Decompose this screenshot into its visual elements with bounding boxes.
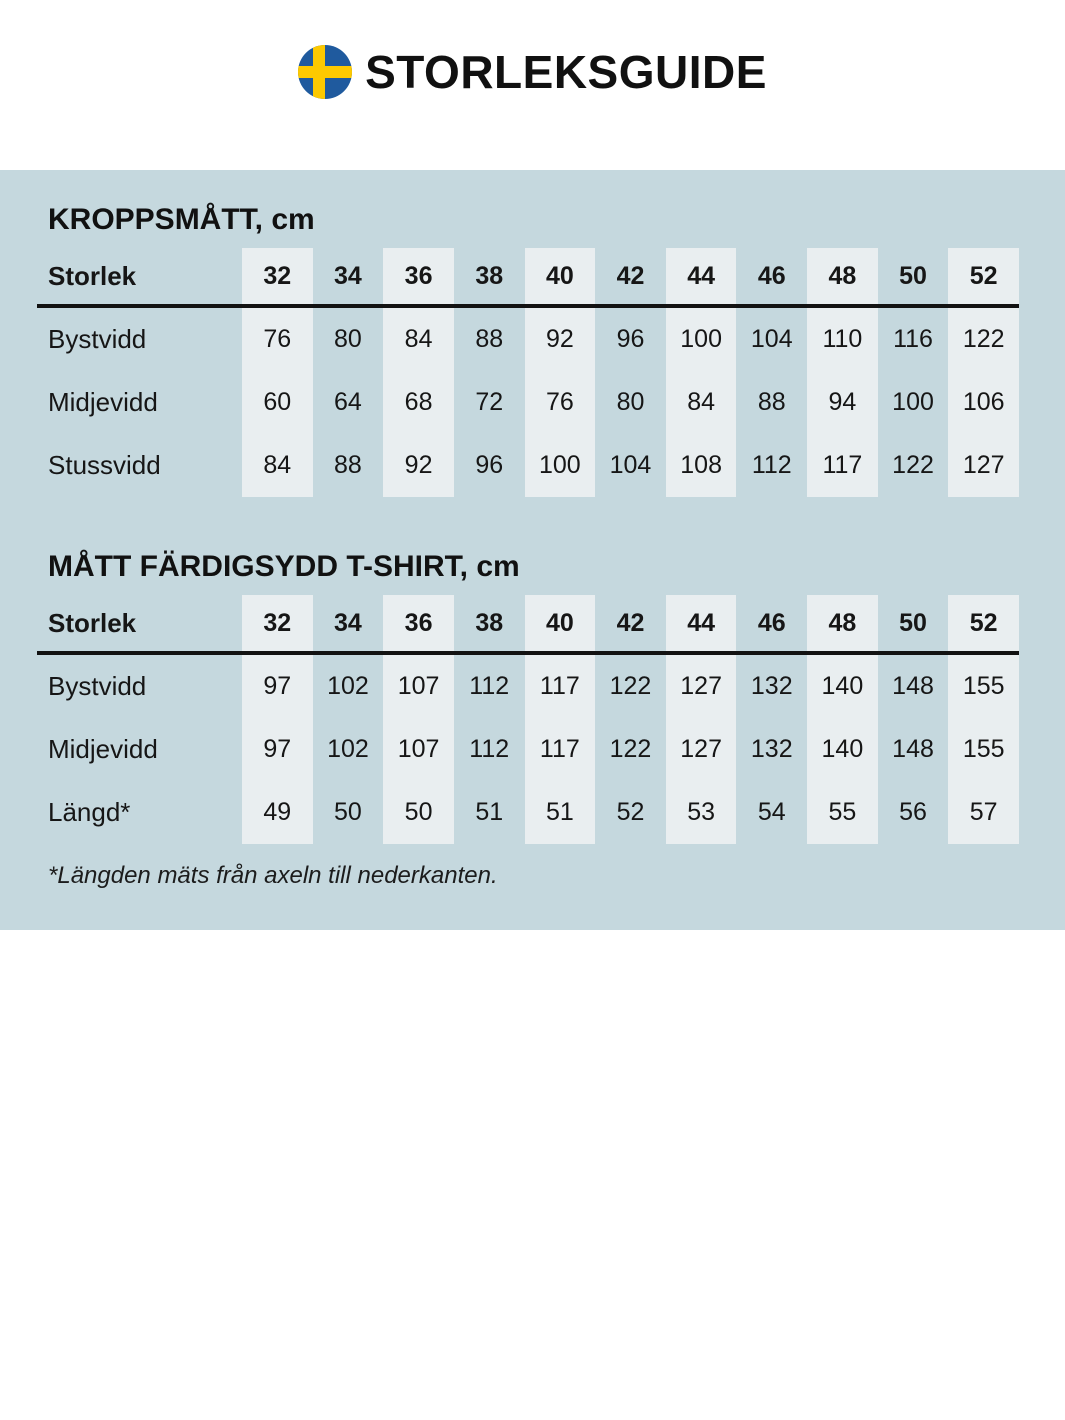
value-cell: 107: [383, 655, 454, 718]
size-header-cell: 50: [878, 248, 949, 308]
size-header-cell: 38: [454, 248, 525, 308]
tshirt-measurements-table: [37, 595, 1019, 844]
row-label-cell: Midjevidd: [48, 734, 158, 764]
value-cell: 92: [525, 308, 596, 371]
value-cell: 112: [469, 672, 510, 700]
value-cell: 127: [666, 655, 737, 718]
value-cell: 56: [899, 798, 927, 826]
size-header-cell: 44: [666, 248, 737, 308]
value-cell: 148: [892, 672, 934, 700]
value-cell: 127: [666, 718, 737, 781]
size-header-cell: 42: [595, 248, 666, 308]
value-cell: 104: [609, 451, 652, 479]
value-cell: 100: [892, 388, 934, 416]
page-header: [0, 0, 1065, 170]
value-cell: 116: [893, 325, 933, 353]
value-cell: 100: [666, 308, 737, 371]
size-header-cell: 32: [242, 595, 313, 655]
value-cell: 117: [525, 655, 596, 718]
size-header-cell: 48: [807, 595, 878, 655]
value-cell: 122: [948, 308, 1019, 371]
value-cell: 88: [757, 388, 786, 416]
value-cell: 80: [616, 388, 645, 416]
value-cell: 97: [242, 718, 313, 781]
value-cell: 132: [750, 672, 793, 700]
size-header-cell: 50: [878, 595, 949, 655]
value-cell: 127: [948, 434, 1019, 497]
value-cell: 72: [475, 388, 504, 416]
value-cell: 155: [948, 718, 1019, 781]
page-title: STORLEKSGUIDE: [365, 46, 767, 98]
size-guide-panel: [0, 170, 1065, 930]
row-label-cell: Midjevidd: [48, 387, 158, 417]
value-cell: 64: [334, 388, 362, 416]
value-cell: 84: [383, 308, 454, 371]
value-cell: 50: [383, 781, 454, 844]
size-header-cell: 32: [242, 248, 313, 308]
value-cell: 132: [750, 735, 793, 763]
size-header-cell: 34: [313, 248, 384, 308]
value-cell: 96: [475, 451, 504, 479]
value-cell: 94: [807, 371, 878, 434]
value-cell: 52: [616, 798, 645, 826]
size-header-cell: 38: [454, 595, 525, 655]
value-cell: 51: [475, 798, 504, 826]
value-cell: 112: [751, 451, 792, 479]
size-header-cell: 48: [807, 248, 878, 308]
size-header-cell: 52: [948, 595, 1019, 655]
swedish-flag-icon: [298, 45, 352, 99]
value-cell: 57: [948, 781, 1019, 844]
value-cell: 55: [807, 781, 878, 844]
row-label-cell: Stussvidd: [48, 450, 161, 480]
size-header-cell: 42: [595, 595, 666, 655]
value-cell: 60: [242, 371, 313, 434]
table-heading: KROPPSMÅTT, cm: [48, 203, 315, 236]
value-cell: 53: [666, 781, 737, 844]
value-cell: 51: [525, 781, 596, 844]
value-cell: 102: [327, 672, 369, 700]
value-cell: 108: [666, 434, 737, 497]
size-header-cell: 36: [383, 248, 454, 308]
value-cell: 97: [242, 655, 313, 718]
tshirt-measurements-section: [37, 549, 1019, 844]
value-cell: 49: [242, 781, 313, 844]
size-header-cell: 46: [736, 595, 807, 655]
value-cell: 107: [383, 718, 454, 781]
value-cell: 80: [334, 325, 362, 353]
value-cell: 68: [383, 371, 454, 434]
value-cell: 92: [383, 434, 454, 497]
size-header-cell: 34: [313, 595, 384, 655]
row-label-cell: Bystvidd: [48, 671, 147, 701]
value-cell: 76: [525, 371, 596, 434]
value-cell: 140: [807, 718, 878, 781]
value-cell: 100: [525, 434, 596, 497]
value-cell: 155: [948, 655, 1019, 718]
value-cell: 117: [807, 434, 878, 497]
size-header-cell: 36: [383, 595, 454, 655]
row-label-cell: Längd*: [48, 797, 131, 827]
value-cell: 104: [750, 325, 793, 353]
value-cell: 50: [334, 798, 362, 826]
value-cell: 112: [469, 735, 510, 763]
value-cell: 122: [609, 672, 652, 700]
table-heading: MÅTT FÄRDIGSYDD T-SHIRT, cm: [48, 550, 520, 583]
value-cell: 88: [475, 325, 504, 353]
value-cell: 88: [334, 451, 362, 479]
size-header-cell: 40: [525, 248, 596, 308]
size-header-cell: 44: [666, 595, 737, 655]
header-label-cell: Storlek: [37, 248, 242, 308]
value-cell: 122: [609, 735, 652, 763]
value-cell: 76: [242, 308, 313, 371]
value-cell: 117: [525, 718, 596, 781]
body-measurements-section: [37, 202, 1019, 497]
row-label-cell: Bystvidd: [48, 324, 147, 354]
footnote: *Längden mäts från axeln till nederkanten.: [48, 862, 498, 889]
body-measurements-table: [37, 248, 1019, 497]
value-cell: 106: [948, 371, 1019, 434]
value-cell: 122: [892, 451, 934, 479]
value-cell: 102: [327, 735, 369, 763]
value-cell: 96: [616, 325, 645, 353]
value-cell: 148: [892, 735, 934, 763]
size-header-cell: 40: [525, 595, 596, 655]
value-cell: 140: [807, 655, 878, 718]
value-cell: 84: [666, 371, 737, 434]
size-header-cell: 46: [736, 248, 807, 308]
value-cell: 84: [242, 434, 313, 497]
size-header-cell: 52: [948, 248, 1019, 308]
value-cell: 54: [757, 798, 786, 826]
value-cell: 110: [807, 308, 878, 371]
header-label-cell: Storlek: [37, 595, 242, 655]
